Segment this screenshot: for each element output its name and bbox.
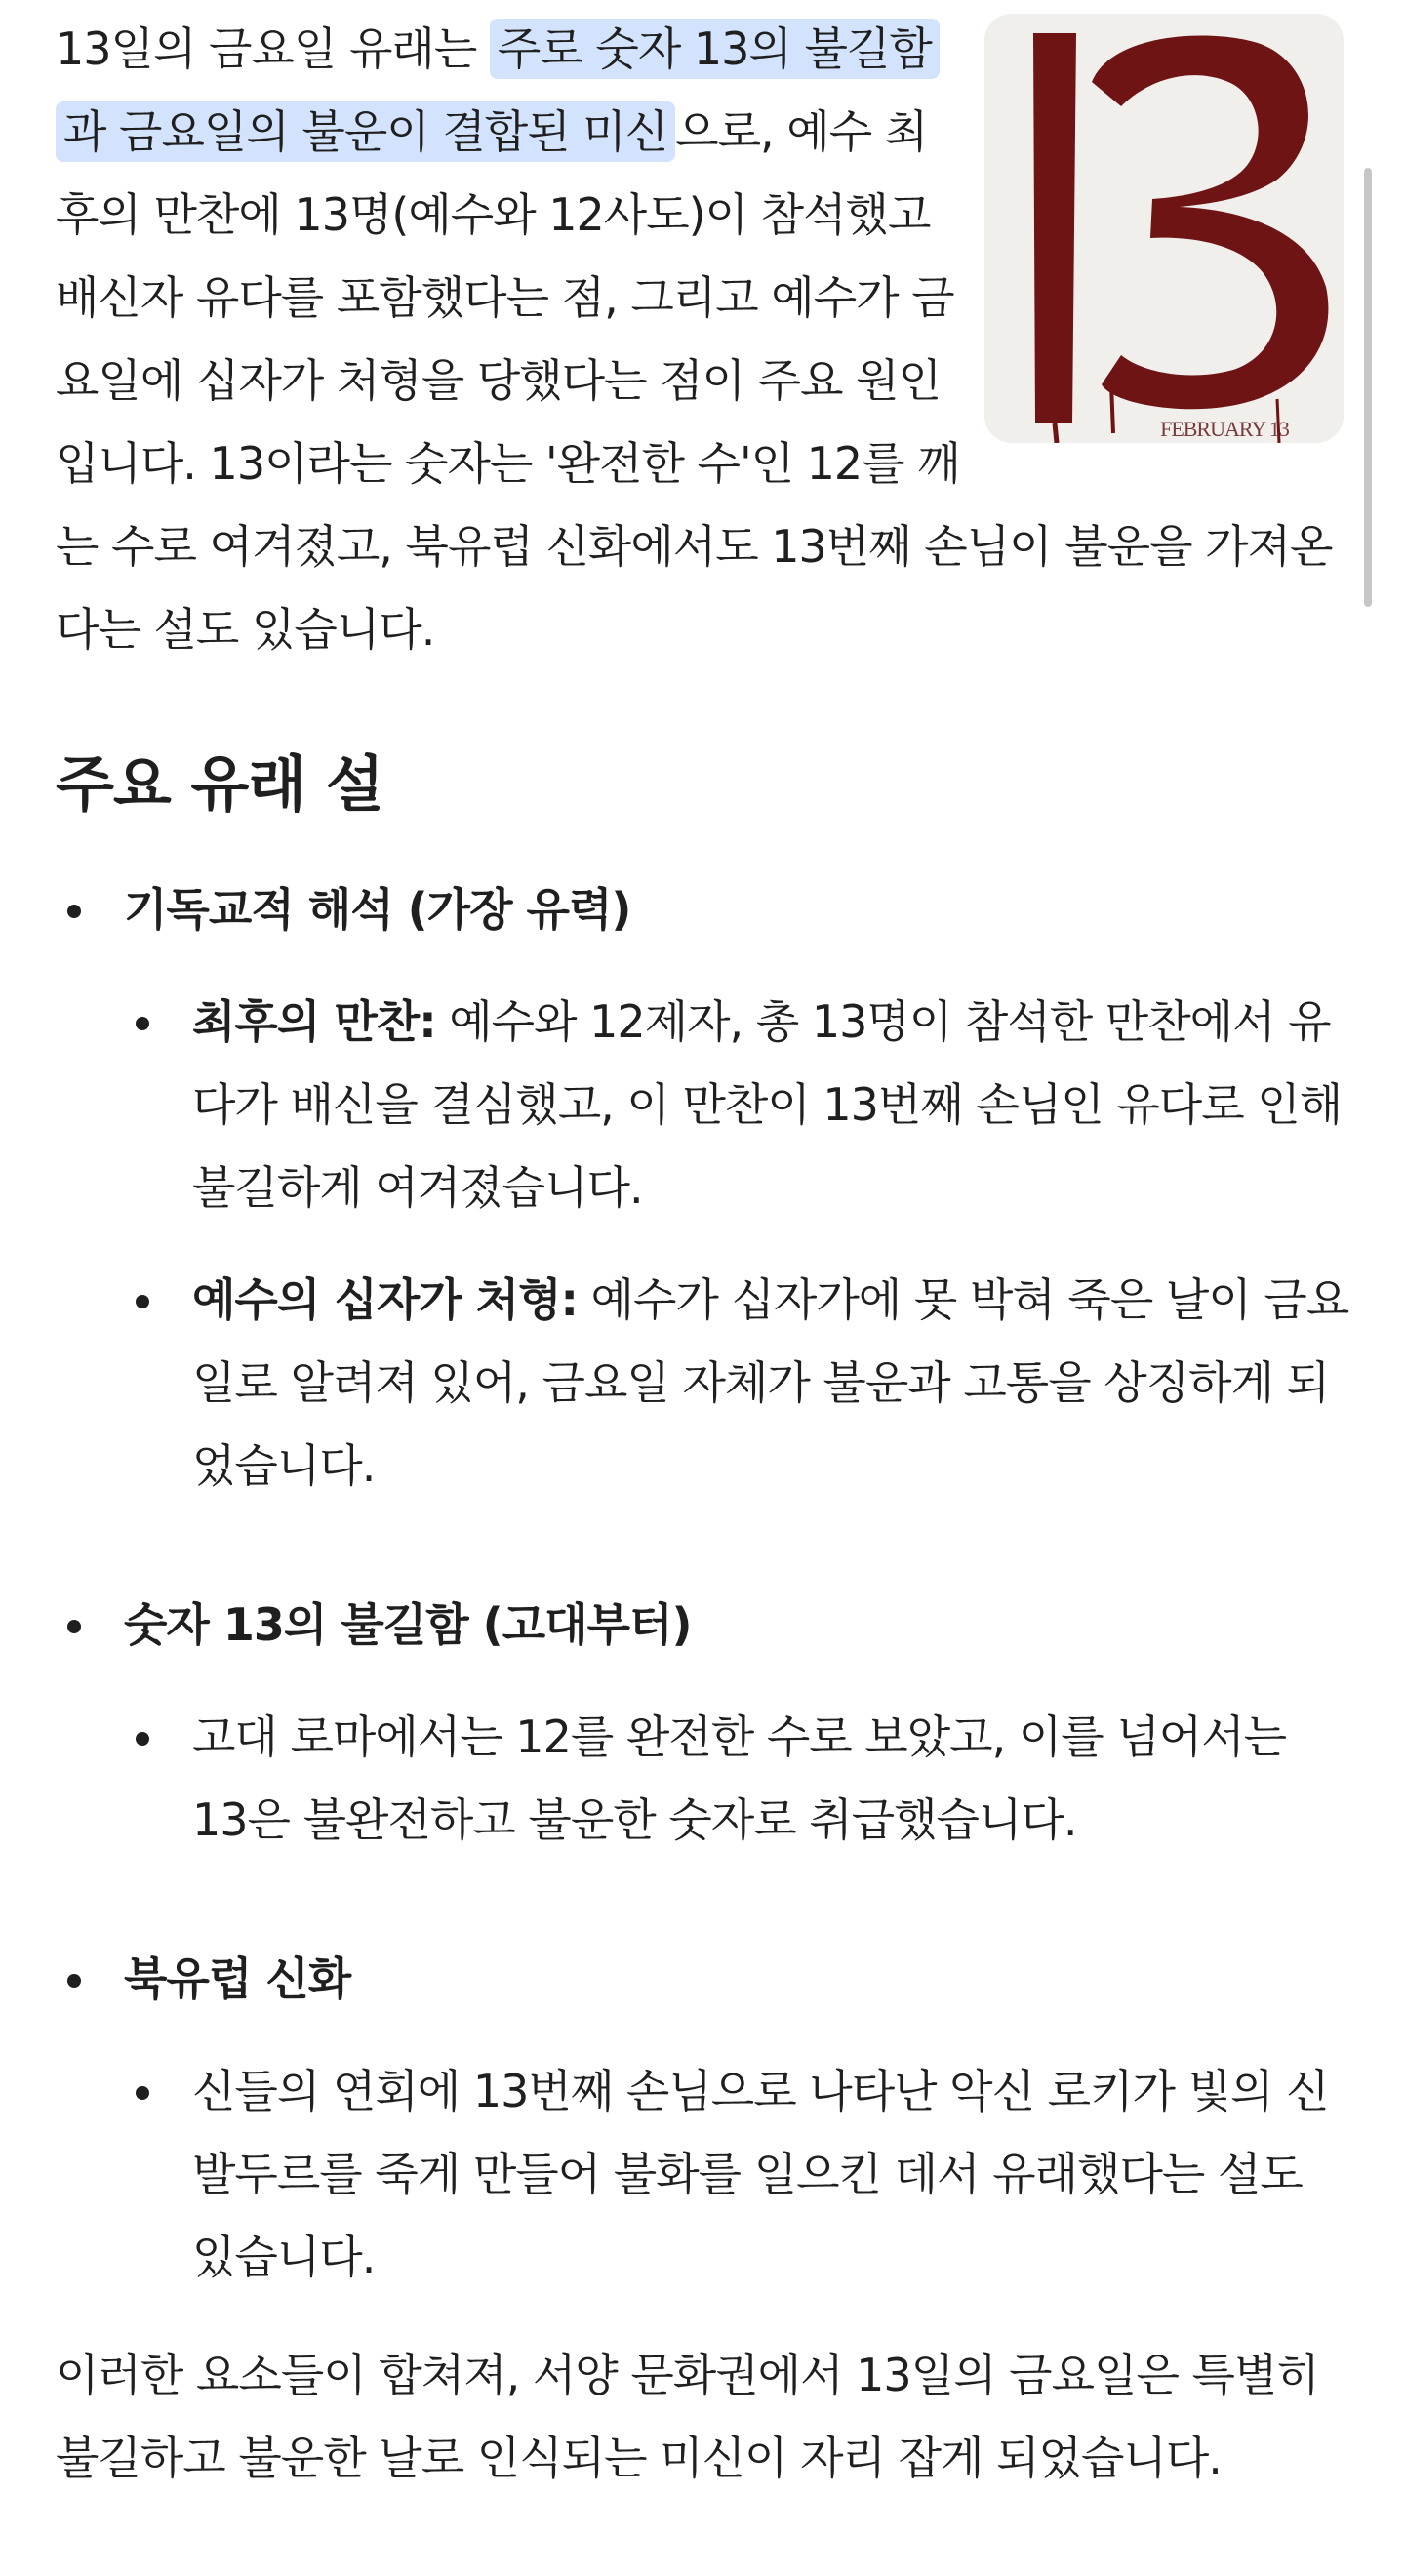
list-item-norse-myth	[56, 1938, 1353, 2299]
movie-poster-image[interactable]	[984, 14, 1344, 443]
poster-artwork	[984, 14, 1344, 443]
sub-item-text: 신들의 연회에 13번째 손님으로 나타난 악신 로키가 빛의 신 발두르를 죽게 만들어 불화를 일으킨 데서 유래했다는 설도 있습니다.	[192, 2065, 1329, 2283]
sub-item-text: 예수가 십자가에 못 박혀 죽은 날이 금요일로 알려져 있어, 금요일 자체가 불운과 고통을 상징하게 되었습니다.	[192, 1273, 1349, 1492]
list-heading: 북유럽 신화	[124, 1952, 351, 2005]
list-item-christian	[56, 868, 1353, 1508]
conclusion-paragraph: 이러한 요소들이 합쳐져, 서양 문화권에서 13일의 금요일은 특별히 불길하고 불운한 날로 인식되는 미신이 자리 잡게 되었습니다.	[56, 2349, 1319, 2484]
intro-text-before: 13일의 금요일 유래는	[56, 22, 490, 75]
sub-item-text: 고대 로마에서는 12를 완전한 수로 보았고, 이를 넘어서는 13은 불완전하고 불운한 숫자로 취급했습니다.	[192, 1711, 1287, 1846]
sub-item-loki	[124, 2050, 1353, 2299]
scrollbar-thumb[interactable]	[1364, 168, 1372, 607]
origin-list	[56, 868, 1353, 2299]
sub-item-text: 예수와 12제자, 총 13명이 참석한 만찬에서 유다가 배신을 결심했고, 이 만찬이 13번째 손님인 유다로 인해 불길하게 여겨졌습니다.	[192, 995, 1343, 1214]
poster-caption: FEBRUARY 13	[1160, 417, 1289, 441]
list-item-number-13	[56, 1584, 1353, 1862]
sub-item-label: 최후의 만찬:	[192, 995, 436, 1048]
intro-text-after: 으로, 예수 최후의 만찬에 13명(예수와 12사도)이 참석했고 배신자 유다를 포함했다는 점, 그리고 예수가 금요일에 십자가 처형을 당했다는 점이 주요 원인입니다. 13이라는 숫자는 '완전한 수'인 12를 깨는 수로 여겨졌고, 북유럽 신화에서도 13번째 손님이 불운을 가져온다는 설도 있습니다.	[56, 105, 1333, 656]
sub-item-crucifixion	[124, 1259, 1353, 1508]
sub-item-last-supper	[124, 981, 1353, 1229]
list-heading: 기독교적 해석 (가장 유력)	[124, 883, 631, 936]
sub-item-label: 예수의 십자가 처형:	[192, 1273, 578, 1326]
section-title: 주요 유래 설	[56, 748, 383, 820]
list-heading: 숫자 13의 불길함 (고대부터)	[124, 1598, 692, 1651]
intro-paragraph	[56, 8, 1344, 671]
sub-item-ancient-rome	[124, 1696, 1353, 1862]
highlighted-text[interactable]: 주로 숫자 13의 불길함과 금요일의 불운이 결합된 미신	[56, 19, 940, 162]
